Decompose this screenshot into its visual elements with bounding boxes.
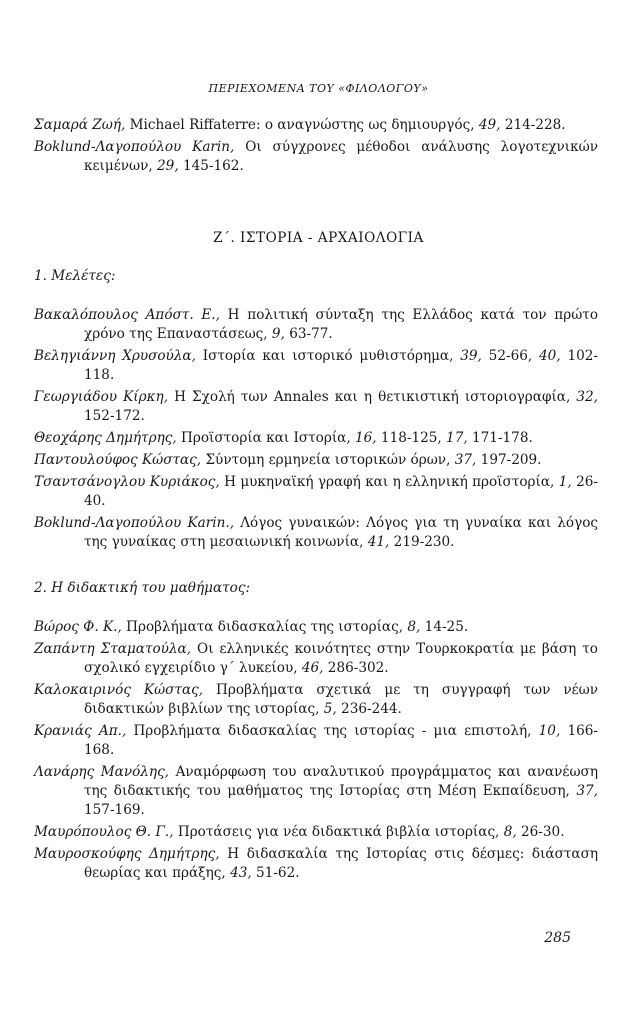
bibliography-entry: [34, 722, 598, 760]
entry-volume: 17,: [446, 430, 468, 446]
entry-title: Προϊστορία και Ιστορία,: [176, 430, 355, 446]
entry-pages: 236-244.: [336, 701, 402, 717]
entry-volume: 8,: [503, 824, 517, 840]
entry-title: Προτάσεις για νέα διδακτικά βιβλία ιστορίας,: [173, 824, 504, 840]
studies-entries: [34, 306, 598, 555]
entry-author: Βεληγιάννη Χρυσούλα,: [34, 348, 196, 364]
bibliography-entry: [34, 640, 598, 678]
entry-pages: 145-162.: [178, 158, 244, 174]
entry-volume: 5,: [323, 701, 337, 717]
entry-pages: 26-30.: [516, 824, 565, 840]
entry-title: Προβλήματα διδασκαλίας της ιστορίας,: [121, 619, 408, 635]
entry-title: Οι ελληνικές κοινότητες στην Τουρκοκρατία με βάση το σχολικό εγχειρίδιο γ΄ λυκείου,: [84, 641, 598, 676]
entry-title: Λόγος γυναικών: Λόγος για τη γυναίκα και λόγος της γυναίκας στη μεσαιωνική κοινωνία,: [84, 515, 598, 550]
entry-title: Οι σύγχρονες μέθοδοι ανάλυσης λογοτεχνικών κειμένων,: [84, 139, 598, 174]
entry-pages: 14-25.: [420, 619, 469, 635]
entry-author: Θεοχάρης Δημήτρης,: [34, 430, 177, 446]
entry-author: Λανάρης Μανόλης,: [34, 764, 169, 780]
entry-volume: 10,: [538, 723, 561, 739]
bibliography-entry: [34, 451, 598, 470]
entry-pages: 214-228.: [500, 117, 566, 133]
entry-pages: 219-230.: [389, 534, 455, 550]
entry-pages: 197-209.: [476, 452, 542, 468]
bibliography-entry: [34, 138, 598, 176]
entry-volume: 40,: [539, 348, 561, 364]
entry-pages: 157-169.: [84, 802, 145, 818]
bibliography-entry: [34, 116, 598, 135]
entry-pages: 171-178.: [467, 430, 533, 446]
entry-author: Καλοκαιρινός Κώστας,: [34, 682, 204, 698]
entry-author: Γεωργιάδου Κίρκη,: [34, 389, 169, 405]
entry-volume: 9,: [271, 326, 285, 342]
entry-volume: 37,: [454, 452, 477, 468]
entry-pages: 166-168.: [84, 723, 598, 758]
entry-author: Μαυροσκούφης Δημήτρης,: [34, 846, 220, 862]
bibliography-entry: [34, 845, 598, 883]
bibliography-entry: [34, 618, 598, 637]
entry-author: Σαμαρά Ζωή,: [34, 117, 126, 133]
entry-volume: 46,: [301, 660, 324, 676]
bibliography-entry: [34, 823, 598, 842]
entry-author: Ζαπάντη Σταματούλα,: [34, 641, 192, 657]
entry-title: Η πολιτική σύνταξη της Ελλάδος κατά τον πρώτο χρόνο της Επαναστάσεως,: [84, 307, 598, 342]
entry-title: Αναμόρφωση του αναλυτικού προγράμματος και ανανέωση της διδακτικής του μαθήματος της Ιστορίας στη Μέση Εκπαίδευση,: [84, 764, 598, 799]
didactics-entries: [34, 618, 598, 886]
entry-volume: 1,: [558, 474, 572, 490]
entry-author: Βώρος Φ. Κ.,: [34, 619, 122, 635]
entry-author: Μαυρόπουλος Θ. Γ.,: [34, 824, 174, 840]
entry-volume: 16,: [354, 430, 377, 446]
entry-title: Michael Riffaterre: ο αναγνώστης ως δημιουργός,: [125, 117, 479, 133]
section-title: Ζ΄. ΙΣΤΟΡΙΑ - ΑΡΧΑΙΟΛΟΓΙΑ: [213, 230, 424, 246]
entry-title: Σύντομη ερμηνεία ιστορικών όρων,: [201, 452, 455, 468]
bibliography-entry: [34, 763, 598, 820]
subsection-didactics-heading: 2. Η διδακτική του μαθήματος:: [34, 580, 251, 596]
page-number: 285: [544, 930, 571, 946]
entry-volume: 32,: [576, 389, 598, 405]
entry-volume: 49,: [478, 117, 501, 133]
entry-pages: 51-62.: [251, 865, 300, 881]
entry-volume: 39,: [460, 348, 482, 364]
bibliography-entry: [34, 306, 598, 344]
entry-title: Προβλήματα σχετικά με τη συγγραφή των νέων διδακτικών βιβλίων της ιστορίας,: [84, 682, 599, 717]
entry-author: Κρανιάς Απ.,: [34, 723, 127, 739]
entry-volume: 29,: [157, 158, 179, 174]
entry-pages: 102-118.: [84, 348, 598, 383]
bibliography-entry: [34, 514, 598, 552]
running-head: ΠΕΡΙΕΧΟΜΕΝΑ ΤΟΥ «ΦΙΛΟΛΟΓΟΥ»: [208, 82, 429, 95]
entry-author: Τσαντσάνογλου Κυριάκος,: [34, 474, 220, 490]
entry-title: Η διδασκαλία της Ιστορίας στις δέσμες: διάσταση θεωρίας και πράξης,: [84, 846, 598, 881]
entry-pages: 52-66,: [481, 348, 540, 364]
entry-title: Προβλήματα διδασκαλίας της ιστορίας - μια επιστολή,: [126, 723, 539, 739]
entry-pages: 26-40.: [84, 474, 598, 509]
entry-pages: 63-77.: [284, 326, 333, 342]
bibliography-entry: [34, 429, 598, 448]
entry-title: Η μυκηναϊκή γραφή και η ελληνική προϊστορία,: [219, 474, 559, 490]
entry-pages: 286-302.: [323, 660, 389, 676]
entry-volume: 43,: [230, 865, 252, 881]
bibliography-entry: [34, 347, 598, 385]
entry-pages: 152-172.: [84, 408, 145, 424]
entry-author: Βακαλόπουλος Απόστ. Ε.,: [34, 307, 220, 323]
entry-author: Boklund-Λαγοπούλου Karin.,: [34, 515, 235, 531]
entry-author: Boklund-Λαγοπούλου Karin,: [34, 139, 235, 155]
entry-author: Παντουλούφος Κώστας,: [34, 452, 202, 468]
bibliography-entry: [34, 473, 598, 511]
entry-volume: 8,: [407, 619, 421, 635]
entry-title: Ιστορία και ιστορικό μυθιστόρημα,: [195, 348, 461, 364]
entry-title: Η Σχολή των Annales και η θετικιστική ιστοριογραφία,: [168, 389, 577, 405]
subsection-studies-heading: 1. Μελέτες:: [34, 268, 116, 284]
bibliography-entry: [34, 681, 598, 719]
entry-pages: 118-125,: [376, 430, 447, 446]
entry-volume: 41,: [367, 534, 390, 550]
bibliography-entry: [34, 388, 598, 426]
intro-entries: [34, 116, 598, 179]
entry-volume: 37,: [576, 783, 598, 799]
